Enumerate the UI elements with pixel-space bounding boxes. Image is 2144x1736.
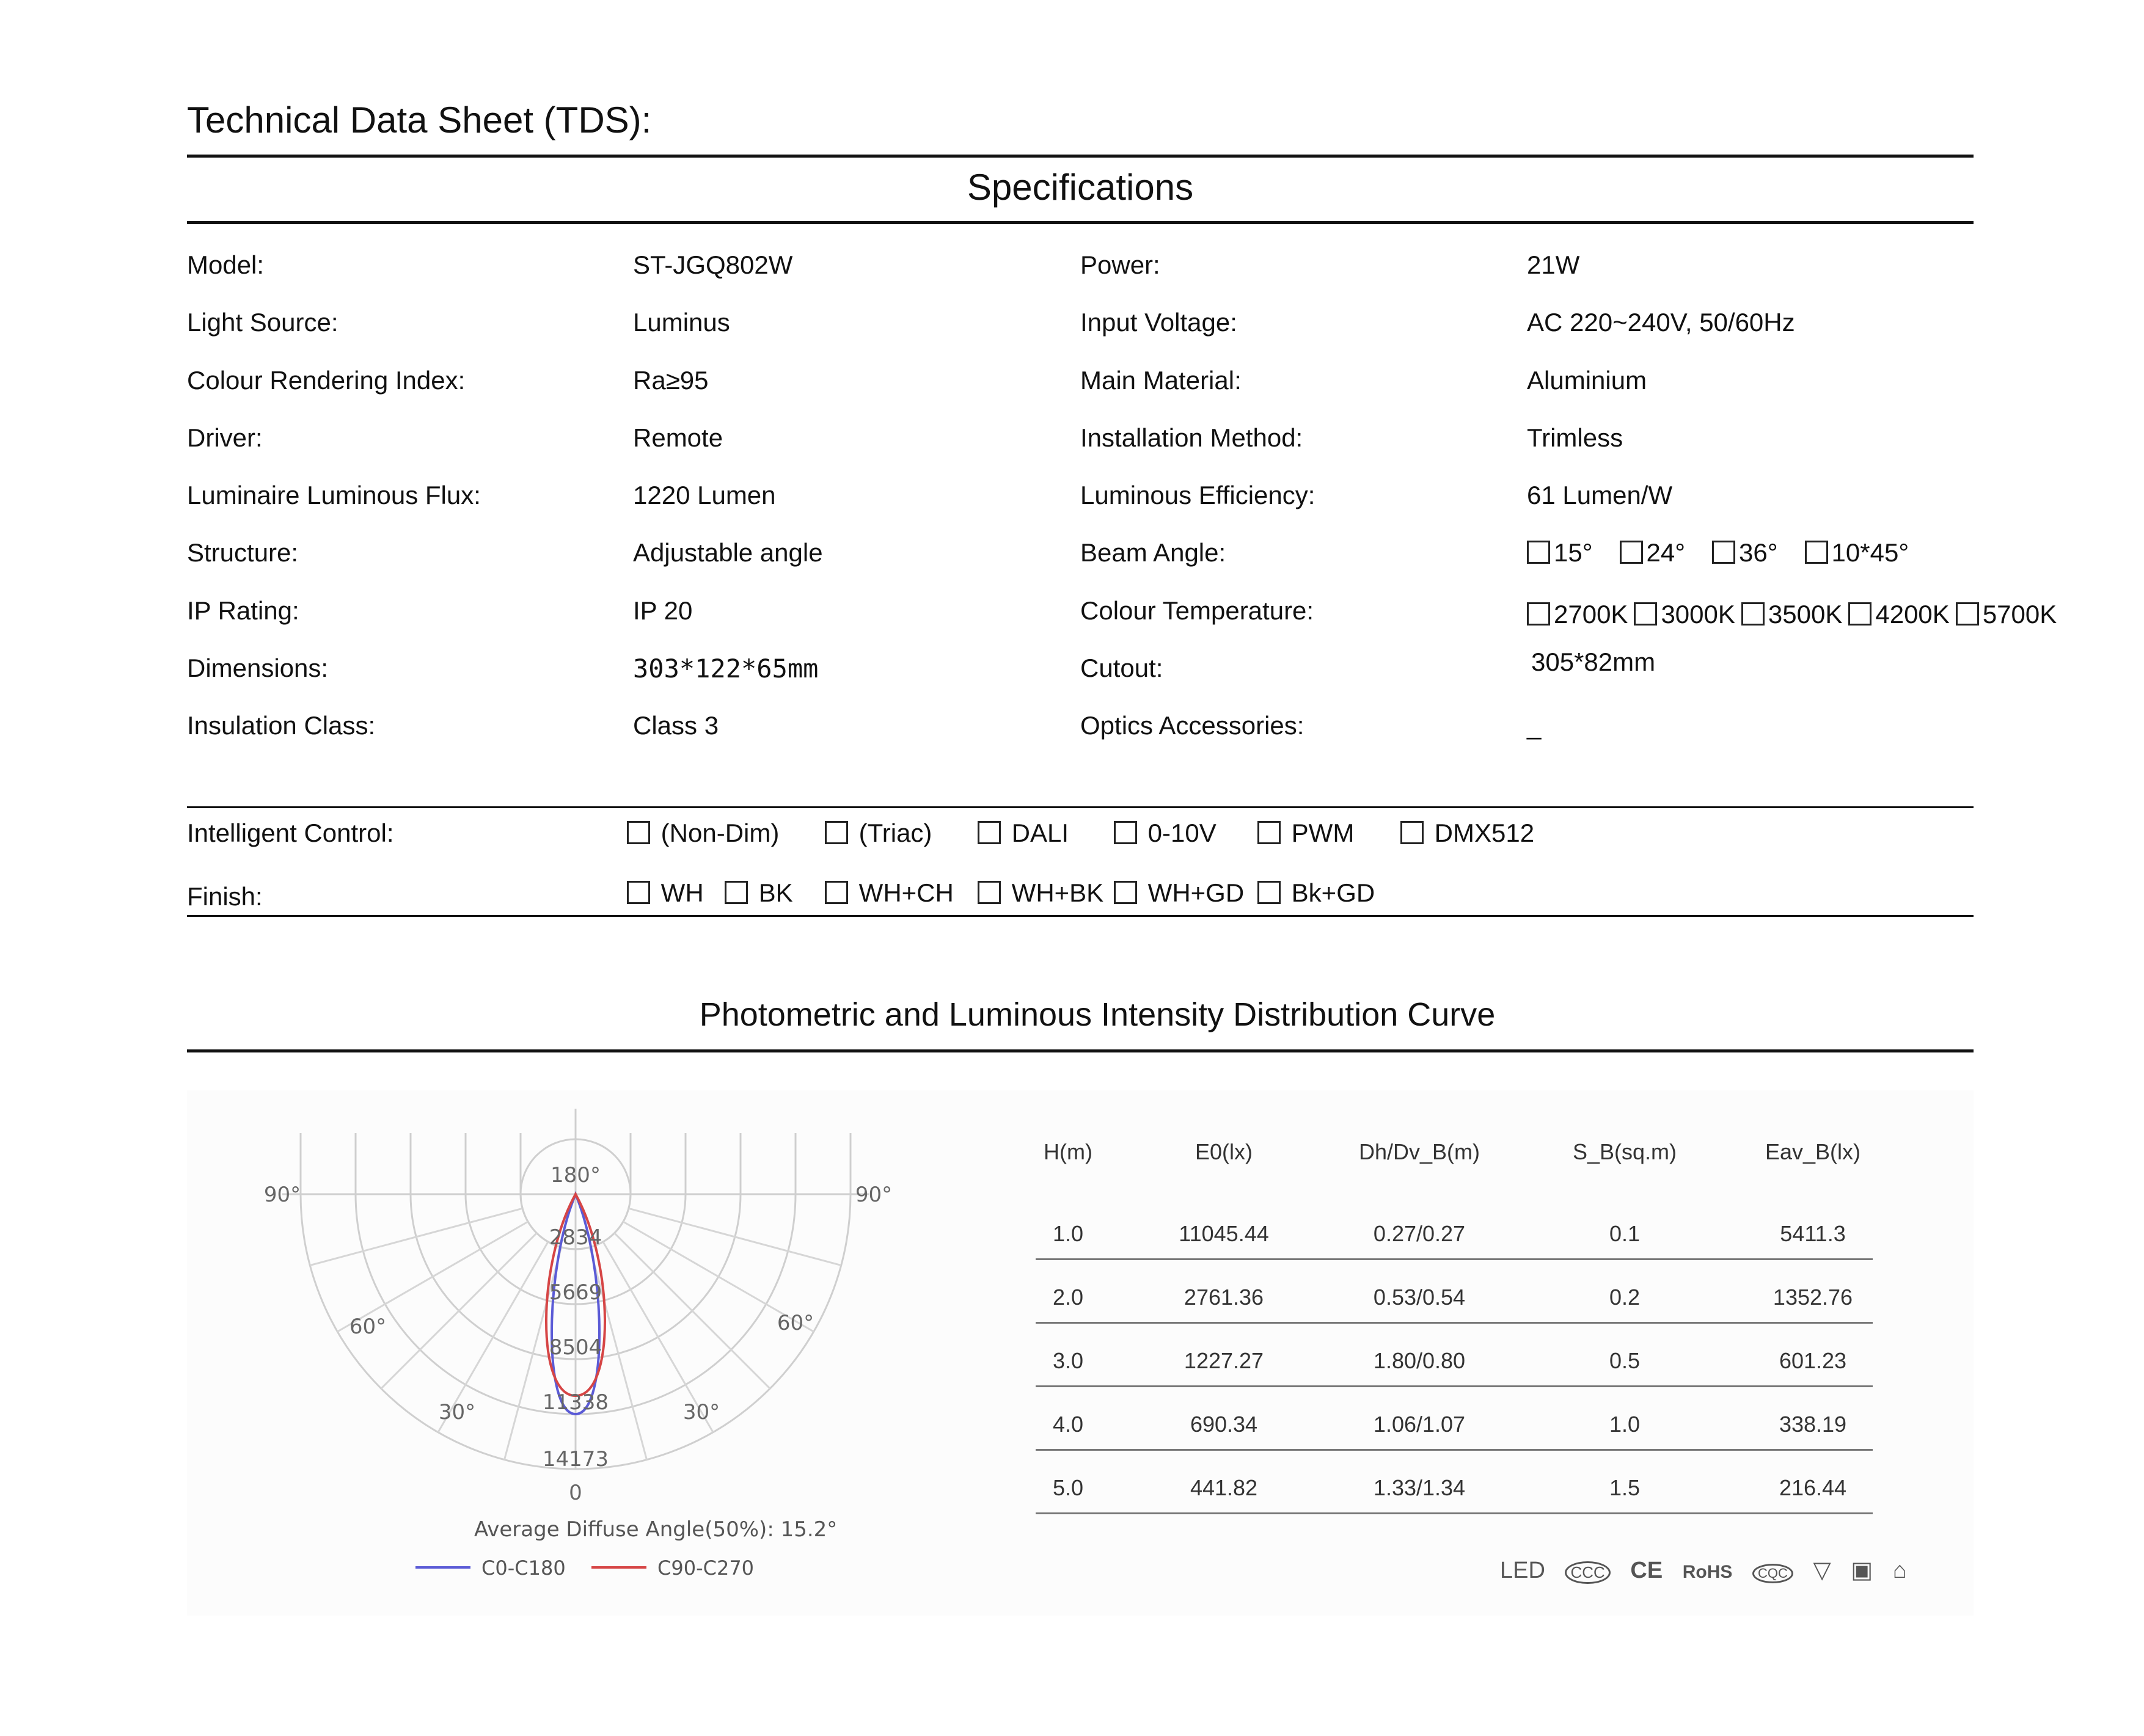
spec-row-flux (187, 475, 1974, 532)
intelligent-control-label: Intelligent Control: (187, 819, 394, 847)
cct-option[interactable]: 4200K (1848, 600, 1949, 629)
table-cell: 338.19 (1779, 1412, 1847, 1437)
polar-labels (264, 1163, 892, 1505)
checkbox[interactable] (1400, 821, 1424, 844)
cct-option[interactable]: 3000K (1634, 600, 1735, 629)
checkbox[interactable] (1712, 541, 1735, 564)
illuminance-table (1036, 1133, 1873, 1514)
spec-value: Luminus (633, 308, 730, 337)
checkbox[interactable] (725, 881, 748, 904)
checkbox[interactable] (1527, 602, 1550, 625)
checkbox[interactable] (1257, 881, 1281, 904)
finish-option[interactable]: WH+CH (825, 878, 954, 908)
cct-option[interactable]: 3500K (1741, 600, 1842, 629)
table-cell: 601.23 (1779, 1348, 1847, 1373)
table-cell: 5411.3 (1780, 1221, 1846, 1246)
spec-label: Insulation Class: (187, 711, 376, 740)
spec-label: Structure: (187, 538, 299, 567)
spec-row-structure (187, 532, 1974, 589)
finish-option[interactable]: WH+BK (978, 878, 1103, 908)
polar-spoke (310, 1208, 522, 1265)
table-cell: 11045.44 (1179, 1221, 1269, 1246)
table-cell: 1.80/0.80 (1373, 1348, 1466, 1373)
table-cell: 1.06/1.07 (1373, 1412, 1466, 1437)
ring-value: 8504 (549, 1335, 602, 1360)
finish-option[interactable]: Bk+GD (1257, 878, 1375, 908)
control-option[interactable]: (Non-Dim) (627, 819, 779, 848)
checkbox[interactable] (1741, 602, 1765, 625)
spec-value: 305*82mm (1531, 647, 1656, 677)
checkbox[interactable] (1114, 881, 1137, 904)
finish-option[interactable]: WH+GD (1114, 878, 1244, 908)
photometric-heading: Photometric and Luminous Intensity Distribution Curve (699, 996, 1496, 1033)
table-cell: 0.1 (1609, 1221, 1641, 1246)
spec-value: Class 3 (633, 711, 719, 740)
table-cell: 1.5 (1609, 1475, 1641, 1500)
table-cell: 0.27/0.27 (1373, 1221, 1466, 1246)
beam-angle-option[interactable]: 15° (1527, 538, 1593, 567)
table-row (1036, 1260, 1873, 1324)
finish-label: Finish: (187, 882, 263, 911)
spec-label: Luminaire Luminous Flux: (187, 481, 481, 510)
spec-value: ST-JGQ802W (633, 250, 793, 279)
checkbox[interactable] (1620, 541, 1643, 564)
beam-angle-option[interactable]: 10*45° (1805, 538, 1909, 567)
checkbox[interactable] (825, 821, 848, 844)
control-option[interactable]: 0-10V (1114, 819, 1217, 848)
spec-label: Colour Temperature: (1080, 596, 1314, 625)
spec-value: 21W (1527, 250, 1580, 279)
angle-label-left-30: 30° (438, 1400, 476, 1424)
spec-value: Aluminium (1527, 365, 1647, 395)
led-mark: LED (1500, 1558, 1545, 1583)
spec-label: Colour Rendering Index: (187, 365, 466, 395)
cqc-mark-icon: CQC (1752, 1564, 1793, 1583)
cct-option[interactable]: 5700K (1956, 600, 2057, 629)
spec-label: Main Material: (1080, 365, 1242, 395)
checkbox[interactable] (627, 821, 650, 844)
angle-label-left-60: 60° (349, 1315, 387, 1339)
spec-label: Input Voltage: (1080, 308, 1237, 337)
spec-value: _ (1527, 711, 1542, 740)
ring-value: 2834 (549, 1225, 602, 1250)
indoor-use-icon: ⌂ (1892, 1558, 1907, 1583)
table-cell: 216.44 (1779, 1475, 1847, 1500)
spec-value: Ra≥95 (633, 365, 709, 395)
table-cell: 1.33/1.34 (1373, 1475, 1466, 1500)
finish-bottom-rule (187, 915, 1974, 917)
spec-label: Dimensions: (187, 654, 329, 683)
table-cell: 0.53/0.54 (1373, 1285, 1466, 1310)
control-option[interactable]: (Triac) (825, 819, 932, 848)
spec-value: AC 220~240V, 50/60Hz (1527, 308, 1795, 337)
table-cell: 2.0 (1052, 1285, 1084, 1310)
spec-label: Luminous Efficiency: (1080, 481, 1315, 510)
spec-label: Driver: (187, 423, 263, 452)
spec-row-model (187, 244, 1974, 302)
ring-value: 11338 (542, 1390, 609, 1415)
checkbox[interactable] (1634, 602, 1657, 625)
checkbox[interactable] (1956, 602, 1979, 625)
specifications-rule (187, 221, 1974, 224)
table-cell: 2761.36 (1184, 1285, 1264, 1310)
spec-label: Optics Accessories: (1080, 711, 1304, 740)
table-header-cell: E0(lx) (1195, 1139, 1253, 1164)
spec-row-light-source (187, 302, 1974, 359)
checkbox[interactable] (1848, 602, 1871, 625)
ce-mark-icon: CE (1630, 1558, 1663, 1583)
table-header-cell: S_B(sq.m) (1572, 1139, 1677, 1164)
spec-value: 1220 Lumen (633, 481, 776, 510)
spec-row-ip (187, 590, 2057, 647)
spec-row-cri (187, 360, 1974, 417)
checkbox[interactable] (978, 881, 1001, 904)
angle-label-180: 180° (551, 1163, 601, 1187)
ccc-mark-icon: CCC (1565, 1561, 1610, 1584)
finish-option[interactable]: WH (627, 878, 704, 908)
checkbox[interactable] (627, 881, 650, 904)
spec-row-dimensions (187, 647, 1974, 705)
table-row (1036, 1324, 1873, 1387)
table-cell: 5.0 (1052, 1475, 1084, 1500)
table-header-cell: Eav_B(lx) (1765, 1139, 1861, 1164)
finish-option[interactable]: BK (725, 878, 793, 908)
spec-value: 303*122*65mm (633, 654, 819, 684)
specifications-grid (187, 244, 2057, 763)
spec-label: IP Rating: (187, 596, 299, 625)
spec-label: Cutout: (1080, 654, 1163, 683)
control-option[interactable]: DMX512 (1400, 819, 1534, 848)
spec-label: Light Source: (187, 308, 338, 337)
title-rule (187, 155, 1974, 158)
control-top-rule (187, 806, 1974, 808)
beam-angle-options (1527, 538, 1936, 567)
triangle-mark-icon: ▽ (1813, 1558, 1831, 1583)
checkbox[interactable] (1527, 541, 1550, 564)
polar-distribution-chart (187, 1090, 981, 1616)
table-cell: 1.0 (1052, 1221, 1084, 1246)
checkbox[interactable] (825, 881, 848, 904)
spec-value: Trimless (1527, 423, 1623, 452)
table-cell: 690.34 (1190, 1412, 1258, 1437)
table-cell: 1.0 (1609, 1412, 1641, 1437)
angle-label-right-60: 60° (777, 1311, 814, 1335)
spec-value: IP 20 (633, 596, 693, 625)
table-cell: 0.5 (1609, 1348, 1641, 1373)
angle-label-0: 0 (569, 1481, 582, 1505)
polar-spoke (381, 1233, 537, 1389)
checkbox[interactable] (1805, 541, 1828, 564)
specifications-heading: Specifications (967, 167, 1194, 208)
beam-angle-option[interactable]: 36° (1712, 538, 1778, 567)
spec-label: Model: (187, 250, 265, 279)
table-row (1036, 1197, 1873, 1260)
table-header (1036, 1133, 1873, 1197)
table-header-cell: H(m) (1044, 1139, 1092, 1164)
colour-temperature-options (1527, 600, 2057, 629)
angle-label-right-30: 30° (682, 1400, 720, 1424)
spec-row-insulation (187, 705, 1974, 762)
ring-value: 14173 (542, 1447, 609, 1472)
spec-row-driver (187, 417, 1974, 475)
table-row (1036, 1387, 1873, 1451)
legend-label-c0: C0-C180 (481, 1556, 566, 1580)
table-body (1036, 1197, 1873, 1514)
table-cell: 1227.27 (1184, 1348, 1264, 1373)
photometric-rule (187, 1049, 1974, 1052)
spec-label: Beam Angle: (1080, 538, 1226, 567)
polar-spoke (629, 1208, 841, 1265)
table-cell: 0.2 (1609, 1285, 1641, 1310)
table-header-cell: Dh/Dv_B(m) (1358, 1139, 1480, 1164)
checkbox[interactable] (1257, 821, 1281, 844)
page-title: Technical Data Sheet (TDS): (187, 100, 652, 140)
double-insulation-icon: ▣ (1851, 1558, 1873, 1583)
polar-spoke (615, 1233, 770, 1389)
rohs-mark-icon: RoHS (1682, 1562, 1733, 1582)
ring-value: 5669 (549, 1280, 602, 1305)
checkbox[interactable] (1114, 821, 1137, 844)
angle-label-right-90: 90° (855, 1183, 893, 1207)
spec-value: Remote (633, 423, 723, 452)
cct-option[interactable]: 2700K (1527, 600, 1628, 629)
table-cell: 441.82 (1190, 1475, 1258, 1500)
control-option[interactable]: PWM (1257, 819, 1354, 848)
checkbox[interactable] (978, 821, 1001, 844)
table-row (1036, 1451, 1873, 1514)
angle-label-left-90: 90° (263, 1183, 301, 1207)
spec-value: Adjustable angle (633, 538, 823, 567)
spec-value: 61 Lumen/W (1527, 481, 1673, 510)
table-cell: 1352.76 (1773, 1285, 1853, 1310)
spec-label: Installation Method: (1080, 423, 1303, 452)
control-option[interactable]: DALI (978, 819, 1069, 848)
table-cell: 3.0 (1052, 1348, 1084, 1373)
average-diffuse-angle: Average Diffuse Angle(50%): 15.2° (474, 1517, 838, 1542)
legend-label-c90: C90-C270 (657, 1556, 755, 1580)
beam-angle-option[interactable]: 24° (1620, 538, 1686, 567)
spec-label: Power: (1080, 250, 1160, 279)
table-cell: 4.0 (1052, 1412, 1084, 1437)
certification-marks (1500, 1556, 1920, 1584)
